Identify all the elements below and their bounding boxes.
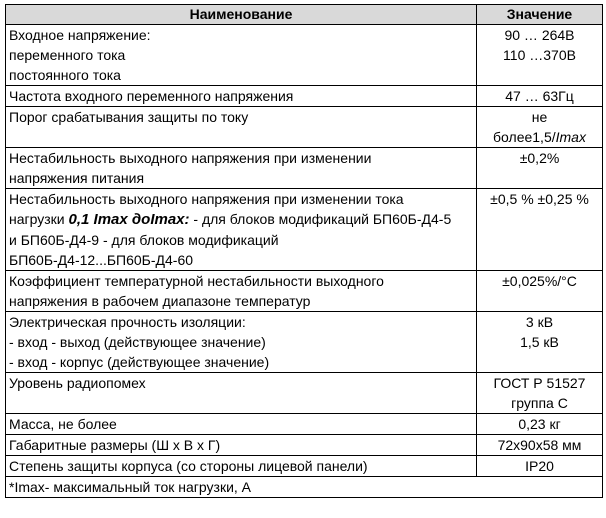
row-value-line: ГОСТ Р 51527 <box>493 375 586 391</box>
row-value-line: 3 кВ <box>525 314 554 330</box>
table-row <box>6 86 603 107</box>
table-row <box>6 107 603 148</box>
row-value <box>477 107 603 148</box>
table-row <box>6 414 603 435</box>
row-value-line: ±0,2% <box>519 150 560 166</box>
row-value-italic: Imax <box>555 129 586 145</box>
row-name <box>6 373 477 414</box>
row-name <box>6 107 477 148</box>
row-name <box>6 414 477 435</box>
row-value <box>477 189 603 271</box>
row-name-line: напряжения питания <box>9 170 145 186</box>
row-name-line: Коэффициент температурной нестабильности выходного <box>9 273 384 289</box>
row-name-line: Частота входного переменного напряжения <box>9 88 294 104</box>
row-name-emphasis: 0,1 Imax доImax: <box>68 211 190 228</box>
row-name <box>6 148 477 189</box>
row-name <box>6 456 477 477</box>
row-name-text: нагрузки <box>9 211 69 227</box>
row-value <box>477 25 603 86</box>
row-value-line: 110 …370В <box>503 47 576 63</box>
row-name-line: - вход - выход (действующее значение) <box>9 334 266 350</box>
row-name-line: Уровень радиопомех <box>9 375 146 391</box>
row-value-line: группа С <box>511 395 568 411</box>
row-name <box>6 312 477 373</box>
row-value <box>477 435 603 456</box>
row-name-line: БП60Б-Д4-12...БП60Б-Д4-60 <box>9 252 194 268</box>
row-name-line: постоянного тока <box>9 67 121 83</box>
row-name-line: Нестабильность выходного напряжения при изменении тока <box>9 191 404 207</box>
row-name-line: Нестабильность выходного напряжения при изменении <box>9 150 372 166</box>
table-row <box>6 456 603 477</box>
row-name <box>6 25 477 86</box>
row-value-line: ±0,5 % ±0,25 % <box>490 191 589 207</box>
spec-table <box>5 4 603 498</box>
row-value-text: более1,5 <box>493 129 552 145</box>
row-value-line: 0,23 кг <box>518 416 561 432</box>
row-value-line: IP20 <box>525 458 554 474</box>
table-row <box>6 148 603 189</box>
row-name-line: и БП60Б-Д4-9 - для блоков модификаций <box>9 232 279 248</box>
table-row <box>6 25 603 86</box>
row-name-line: напряжения в рабочем диапазоне температур <box>9 293 311 309</box>
footnote: *Imax- максимальный ток нагрузки, А <box>6 477 603 498</box>
row-value-line: более1,5/Imax <box>493 129 586 145</box>
table-row <box>6 312 603 373</box>
row-value <box>477 148 603 189</box>
row-name-line: Габаритные размеры (Ш х В х Г) <box>9 437 221 453</box>
row-value <box>477 312 603 373</box>
header-value: Значение <box>477 5 603 25</box>
row-value-line: 72х90х58 мм <box>497 437 582 453</box>
row-name <box>6 271 477 312</box>
row-value <box>477 414 603 435</box>
row-value-line: 47 … 63Гц <box>505 88 574 104</box>
header-name: Наименование <box>6 5 477 25</box>
table-row <box>6 189 603 271</box>
row-value-line: ±0,025%/°C <box>502 273 577 289</box>
table-row <box>6 271 603 312</box>
row-value-line: 90 … 264В <box>504 27 575 43</box>
row-name-line: переменного тока <box>9 47 126 63</box>
row-name-line: - вход - корпус (действующее значение) <box>9 354 270 370</box>
table-row <box>6 373 603 414</box>
row-value <box>477 271 603 312</box>
row-name-line: Масса, не более <box>9 416 117 432</box>
row-value-line: 1,5 кВ <box>520 334 559 350</box>
header-row <box>6 5 603 25</box>
footnote-row <box>6 477 603 498</box>
table-row <box>6 435 603 456</box>
row-name <box>6 189 477 271</box>
row-value <box>477 373 603 414</box>
row-name-line: Входное напряжение: <box>9 27 151 43</box>
row-value <box>477 456 603 477</box>
row-name-line: Порог срабатывания защиты по току <box>9 109 249 125</box>
row-name-line: Электрическая прочность изоляции: <box>9 314 246 330</box>
row-value <box>477 86 603 107</box>
row-name <box>6 435 477 456</box>
row-name-text: - для блоков модификаций БП60Б-Д4-5 <box>189 211 452 227</box>
row-name-line: Степень защиты корпуса (со стороны лицевой панели) <box>9 458 368 474</box>
row-value-line: не <box>531 109 548 125</box>
row-name <box>6 86 477 107</box>
row-name-line <box>9 209 473 230</box>
